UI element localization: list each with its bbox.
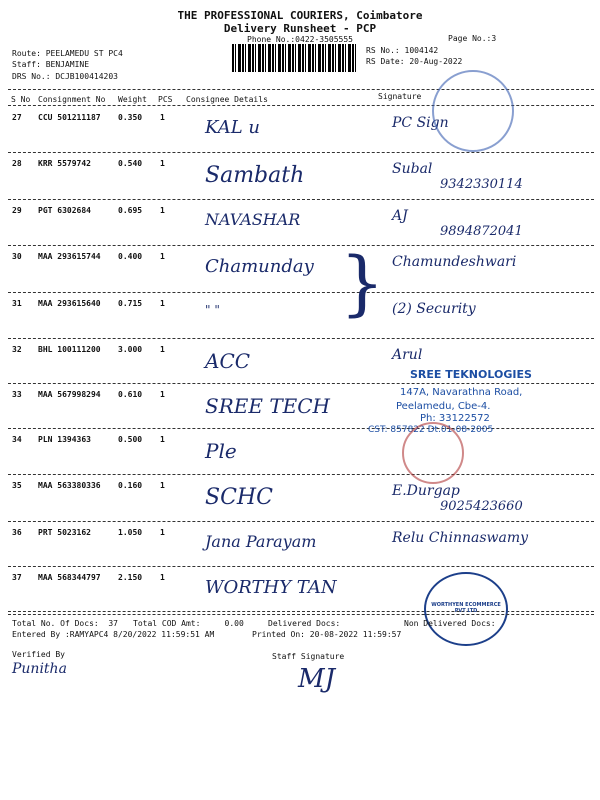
- row-separator: [8, 245, 594, 246]
- row-weight: 2.150: [118, 573, 143, 582]
- row-consignee-handwriting: WORTHY TAN: [205, 577, 337, 598]
- col-signature: Signature: [378, 92, 422, 101]
- rs-number: RS No.: 1004142: [366, 46, 439, 55]
- row-pcs: 1: [160, 528, 165, 537]
- page-number: Page No.:3: [448, 34, 497, 43]
- row-consignee-handwriting: Sambath: [205, 163, 305, 188]
- row-separator: [8, 566, 594, 567]
- row-signature: Arul: [392, 347, 423, 363]
- rs-date: RS Date: 20-Aug-2022: [366, 57, 463, 66]
- total-docs: Total No. Of Docs: 37: [12, 619, 118, 628]
- row-weight: 0.695: [118, 206, 143, 215]
- entered-by: Entered By :RAMYAPC4 8/20/2022 11:59:51 AM: [12, 630, 215, 639]
- row-consignee-handwriting: Chamunday: [205, 256, 314, 277]
- col-pcs: PCS: [158, 95, 173, 104]
- stamp-address-2: Peelamedu, Cbe-4.: [396, 401, 491, 412]
- row-consignment: MAA 568344797: [38, 573, 101, 582]
- row-pcs: 1: [160, 435, 165, 444]
- row-sno: 29: [12, 206, 22, 215]
- barcode: [232, 44, 358, 72]
- row-pcs: 1: [160, 252, 165, 261]
- row-pcs: 1: [160, 573, 165, 582]
- stamp-cst: CST: 857822 Dt.01-08-2005: [368, 425, 494, 435]
- stamp-phone: Ph: 33122572: [420, 413, 490, 424]
- row-weight: 0.610: [118, 390, 143, 399]
- row-sno: 33: [12, 390, 22, 399]
- row-sno: 31: [12, 299, 22, 308]
- row-weight: 0.400: [118, 252, 143, 261]
- row-sno: 27: [12, 113, 22, 122]
- staff-signature: MJ: [298, 664, 336, 694]
- row-weight: 0.715: [118, 299, 143, 308]
- bank-round-stamp: [432, 70, 514, 152]
- row-weight: 0.540: [118, 159, 143, 168]
- brace-mark: }: [340, 242, 385, 324]
- row-consignee-handwriting: Jana Parayam: [205, 532, 317, 551]
- row-sno: 35: [12, 481, 22, 490]
- row-consignee-handwriting: SCHC: [205, 485, 273, 510]
- row-weight: 0.350: [118, 113, 143, 122]
- total-cod: Total COD Amt: 0.00: [133, 619, 244, 628]
- row-consignment: KRR 5579742: [38, 159, 91, 168]
- row-separator: [8, 292, 594, 293]
- col-consignment: Consignment No: [38, 95, 106, 104]
- footer-rule: [8, 614, 594, 615]
- staff-signature-label: Staff Signature: [272, 652, 345, 661]
- row-phone-note: 9894872041: [440, 224, 523, 239]
- row-signature: PC Sign: [392, 115, 449, 131]
- row-separator: [8, 474, 594, 475]
- row-consignment: CCU 501211187: [38, 113, 101, 122]
- col-sno: S No: [11, 95, 31, 104]
- row-weight: 3.000: [118, 345, 143, 354]
- row-signature: AJ: [392, 208, 408, 224]
- row-separator: [8, 338, 594, 339]
- non-delivered-docs: Non Delivered Docs:: [404, 619, 496, 628]
- row-weight: 1.050: [118, 528, 143, 537]
- row-signature: E.Durgap: [392, 483, 460, 499]
- row-sno: 28: [12, 159, 22, 168]
- delivered-docs: Delivered Docs:: [268, 619, 341, 628]
- row-signature: Chamundeshwari: [392, 254, 517, 270]
- worthyen-round-stamp: [424, 572, 508, 646]
- row-pcs: 1: [160, 299, 165, 308]
- staff: Staff: BENJAMINE: [12, 60, 90, 69]
- row-consignment: PRT 5023162: [38, 528, 91, 537]
- company-title: THE PROFESSIONAL COURIERS, Coimbatore: [177, 9, 423, 22]
- row-consignee-handwriting: NAVASHAR: [205, 210, 301, 229]
- row-sno: 36: [12, 528, 22, 537]
- printed-on: Printed On: 20-08-2022 11:59:57: [252, 630, 402, 639]
- row-separator: [8, 521, 594, 522]
- row-consignment: MAA 293615744: [38, 252, 101, 261]
- row-pcs: 1: [160, 390, 165, 399]
- row-consignee-handwriting: KAL u: [205, 117, 260, 138]
- row-consignment: MAA 563380336: [38, 481, 101, 490]
- row-signature: Relu Chinnaswamy: [392, 530, 529, 546]
- document-title: Delivery Runsheet - PCP: [223, 22, 377, 35]
- row-pcs: 1: [160, 113, 165, 122]
- verified-by-label: Verified By: [12, 650, 65, 659]
- row-separator: [8, 152, 594, 153]
- row-consignment: MAA 293615640: [38, 299, 101, 308]
- row-consignment: PLN 1394363: [38, 435, 91, 444]
- drs-number: DRS No.: DCJB100414203: [12, 72, 118, 81]
- row-phone-note: 9025423660: [440, 499, 523, 514]
- row-signature: (2) Security: [392, 301, 476, 317]
- row-signature: Subal: [392, 161, 433, 177]
- red-round-stamp: [402, 422, 464, 484]
- row-sno: 32: [12, 345, 22, 354]
- row-pcs: 1: [160, 481, 165, 490]
- row-consignment: BHL 100111200: [38, 345, 101, 354]
- col-consignee: Consignee Details: [186, 95, 268, 104]
- phone-number: Phone No.:0422-3505555: [247, 35, 353, 44]
- route: Route: PEELAMEDU ST PC4: [12, 49, 123, 58]
- row-separator: [8, 199, 594, 200]
- row-sno: 37: [12, 573, 22, 582]
- row-consignee-handwriting: ACC: [205, 349, 251, 373]
- stamp-company-name: SREE TEKNOLOGIES: [410, 368, 532, 381]
- stamp-address-1: 147A, Navarathna Road,: [400, 387, 523, 398]
- row-consignee-handwriting: SREE TECH: [205, 394, 330, 418]
- row-weight: 0.500: [118, 435, 143, 444]
- row-consignee-handwriting: " ": [205, 303, 220, 317]
- row-pcs: 1: [160, 206, 165, 215]
- row-pcs: 1: [160, 159, 165, 168]
- row-phone-note: 9342330114: [440, 177, 523, 192]
- row-weight: 0.160: [118, 481, 143, 490]
- worthyen-stamp-text: WORTHYEN ECOMMERCE PVT LTD: [431, 602, 501, 614]
- col-weight: Weight: [118, 95, 147, 104]
- verifier-signature: Punitha: [12, 661, 67, 677]
- row-consignment: MAA 567998294: [38, 390, 101, 399]
- row-sno: 34: [12, 435, 22, 444]
- row-pcs: 1: [160, 345, 165, 354]
- row-sno: 30: [12, 252, 22, 261]
- row-consignee-handwriting: Ple: [205, 439, 237, 463]
- row-consignment: PGT 6302684: [38, 206, 91, 215]
